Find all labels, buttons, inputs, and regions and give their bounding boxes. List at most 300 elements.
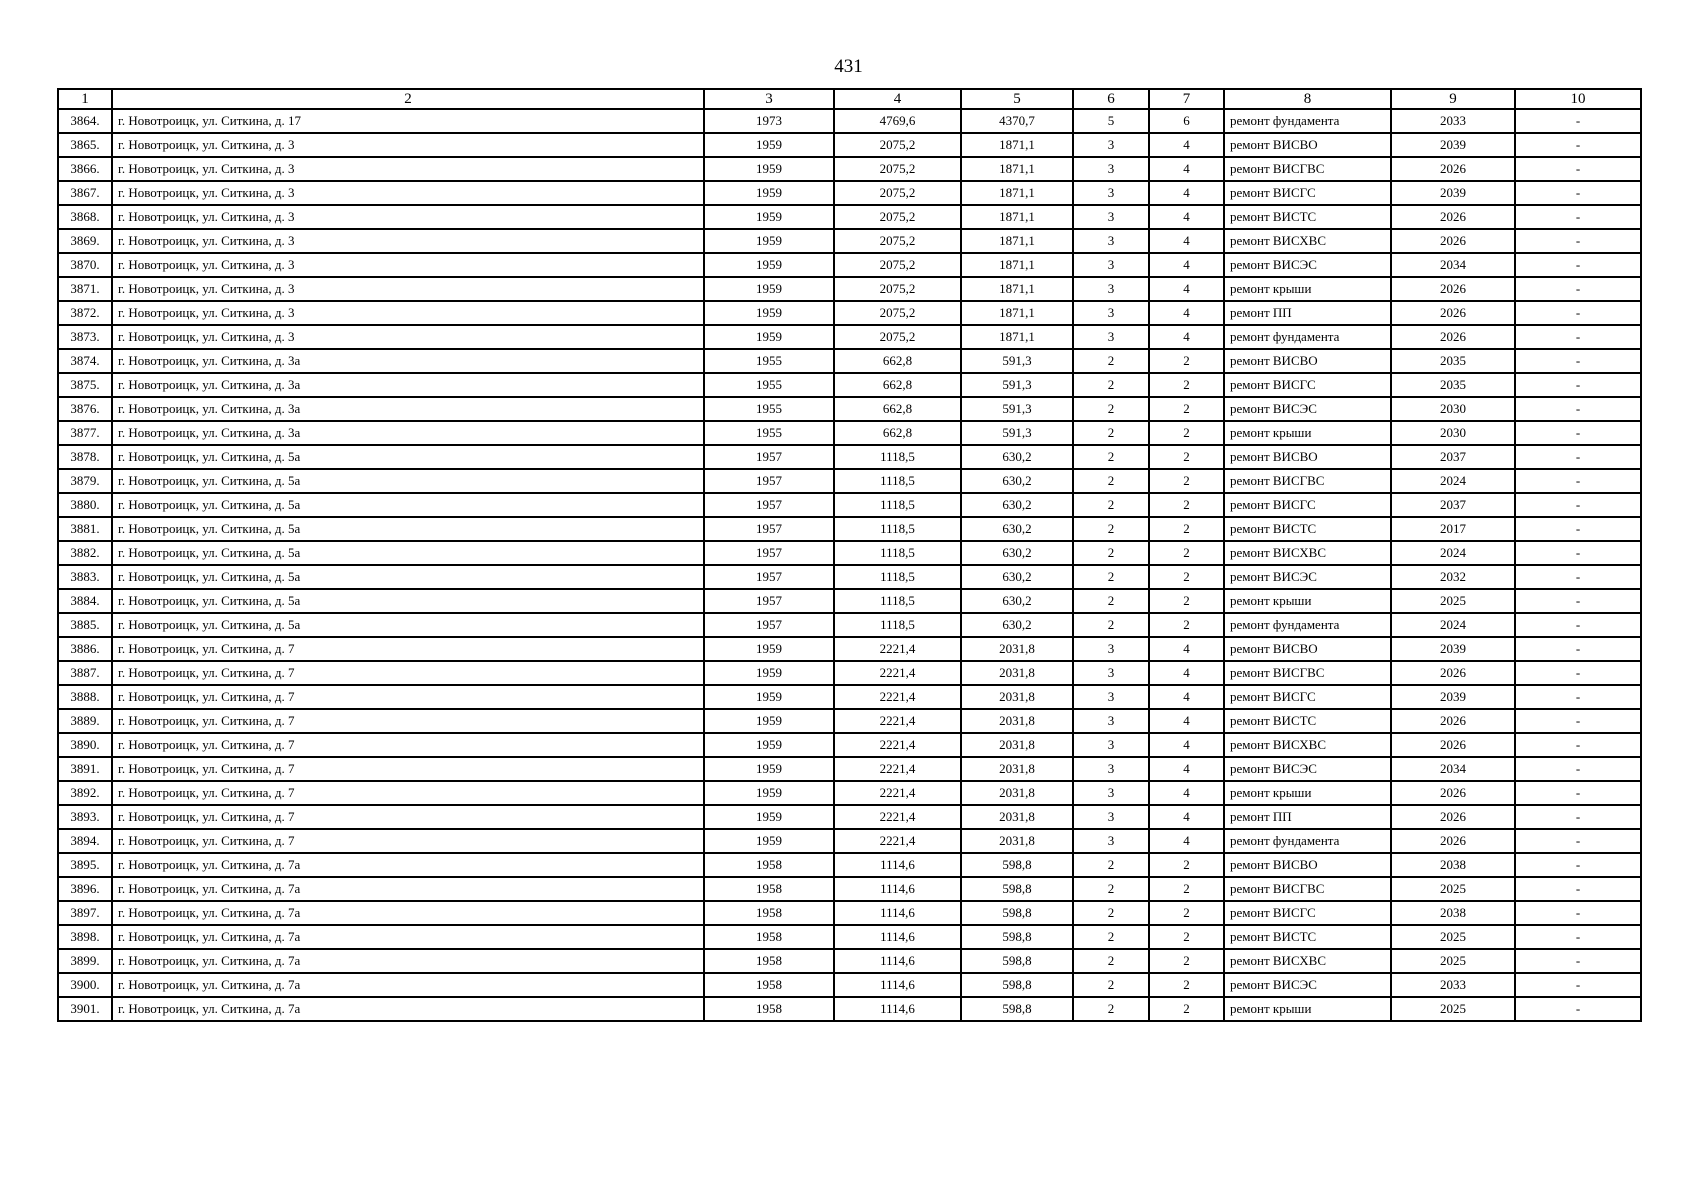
cell-entrances: 2 [1149,973,1224,997]
table-body [58,109,1641,1021]
table-row [58,997,1641,1021]
cell-living-area: 1871,1 [961,229,1073,253]
cell-work-type: ремонт ВИСТС [1224,205,1391,229]
cell-floors: 2 [1073,853,1149,877]
cell-row-number: 3891. [58,757,112,781]
cell-floors: 3 [1073,157,1149,181]
cell-year-built: 1959 [704,205,834,229]
cell-work-type: ремонт ВИСТС [1224,517,1391,541]
cell-planned-year: 2017 [1391,517,1515,541]
column-header-10: 10 [1515,89,1641,109]
cell-work-type: ремонт ВИСВО [1224,637,1391,661]
table-row [58,709,1641,733]
table-row [58,469,1641,493]
cell-address: г. Новотроицк, ул. Ситкина, д. 3а [112,373,704,397]
cell-planned-year: 2026 [1391,733,1515,757]
cell-living-area: 1871,1 [961,133,1073,157]
cell-floors: 2 [1073,421,1149,445]
cell-entrances: 2 [1149,613,1224,637]
table-row [58,973,1641,997]
cell-note: - [1515,877,1641,901]
cell-address: г. Новотроицк, ул. Ситкина, д. 3 [112,301,704,325]
cell-year-built: 1959 [704,637,834,661]
cell-living-area: 2031,8 [961,829,1073,853]
header-row [58,89,1641,109]
column-header-1: 1 [58,89,112,109]
cell-note: - [1515,685,1641,709]
cell-row-number: 3886. [58,637,112,661]
cell-entrances: 4 [1149,301,1224,325]
cell-entrances: 2 [1149,493,1224,517]
cell-year-built: 1958 [704,997,834,1021]
cell-note: - [1515,421,1641,445]
table-row [58,445,1641,469]
cell-living-area: 630,2 [961,613,1073,637]
cell-living-area: 591,3 [961,397,1073,421]
cell-year-built: 1957 [704,565,834,589]
cell-total-area: 2075,2 [834,229,961,253]
cell-entrances: 4 [1149,661,1224,685]
cell-work-type: ремонт ВИСТС [1224,709,1391,733]
cell-work-type: ремонт ВИСГС [1224,373,1391,397]
cell-entrances: 2 [1149,901,1224,925]
cell-row-number: 3870. [58,253,112,277]
cell-year-built: 1959 [704,181,834,205]
cell-total-area: 662,8 [834,373,961,397]
cell-work-type: ремонт ВИСВО [1224,853,1391,877]
cell-note: - [1515,133,1641,157]
cell-planned-year: 2039 [1391,685,1515,709]
cell-living-area: 1871,1 [961,325,1073,349]
cell-row-number: 3889. [58,709,112,733]
cell-address: г. Новотроицк, ул. Ситкина, д. 3а [112,421,704,445]
cell-address: г. Новотроицк, ул. Ситкина, д. 5а [112,493,704,517]
cell-living-area: 598,8 [961,853,1073,877]
table-row [58,517,1641,541]
cell-row-number: 3893. [58,805,112,829]
cell-planned-year: 2037 [1391,493,1515,517]
cell-planned-year: 2024 [1391,469,1515,493]
cell-row-number: 3878. [58,445,112,469]
cell-total-area: 662,8 [834,397,961,421]
table-row [58,877,1641,901]
cell-living-area: 598,8 [961,997,1073,1021]
cell-living-area: 591,3 [961,349,1073,373]
cell-address: г. Новотроицк, ул. Ситкина, д. 3 [112,325,704,349]
cell-work-type: ремонт ВИСВО [1224,133,1391,157]
cell-year-built: 1959 [704,733,834,757]
cell-work-type: ремонт крыши [1224,997,1391,1021]
table-row [58,301,1641,325]
cell-floors: 2 [1073,997,1149,1021]
cell-entrances: 4 [1149,781,1224,805]
cell-floors: 3 [1073,757,1149,781]
cell-entrances: 2 [1149,397,1224,421]
table-row [58,925,1641,949]
cell-note: - [1515,181,1641,205]
table-row [58,181,1641,205]
cell-floors: 2 [1073,565,1149,589]
cell-planned-year: 2026 [1391,325,1515,349]
cell-floors: 2 [1073,493,1149,517]
cell-living-area: 598,8 [961,973,1073,997]
column-header-3: 3 [704,89,834,109]
cell-note: - [1515,901,1641,925]
cell-planned-year: 2032 [1391,565,1515,589]
table-row [58,373,1641,397]
cell-year-built: 1973 [704,109,834,133]
cell-work-type: ремонт ВИСГВС [1224,157,1391,181]
cell-year-built: 1957 [704,493,834,517]
cell-total-area: 2075,2 [834,253,961,277]
cell-entrances: 6 [1149,109,1224,133]
cell-address: г. Новотроицк, ул. Ситкина, д. 3 [112,253,704,277]
cell-note: - [1515,397,1641,421]
cell-note: - [1515,613,1641,637]
cell-entrances: 4 [1149,253,1224,277]
cell-work-type: ремонт крыши [1224,781,1391,805]
cell-floors: 3 [1073,133,1149,157]
cell-living-area: 598,8 [961,925,1073,949]
cell-floors: 2 [1073,397,1149,421]
cell-note: - [1515,541,1641,565]
cell-note: - [1515,973,1641,997]
cell-note: - [1515,853,1641,877]
cell-year-built: 1959 [704,157,834,181]
cell-living-area: 1871,1 [961,205,1073,229]
cell-work-type: ремонт фундамента [1224,613,1391,637]
cell-row-number: 3894. [58,829,112,853]
cell-floors: 3 [1073,637,1149,661]
cell-entrances: 4 [1149,709,1224,733]
cell-address: г. Новотроицк, ул. Ситкина, д. 5а [112,445,704,469]
cell-row-number: 3900. [58,973,112,997]
cell-total-area: 2075,2 [834,133,961,157]
cell-entrances: 2 [1149,421,1224,445]
cell-floors: 3 [1073,229,1149,253]
cell-year-built: 1959 [704,253,834,277]
cell-living-area: 2031,8 [961,685,1073,709]
cell-planned-year: 2039 [1391,181,1515,205]
cell-work-type: ремонт ВИСЭС [1224,253,1391,277]
cell-note: - [1515,829,1641,853]
cell-address: г. Новотроицк, ул. Ситкина, д. 7 [112,709,704,733]
cell-floors: 3 [1073,277,1149,301]
cell-work-type: ремонт ВИСГС [1224,685,1391,709]
cell-note: - [1515,205,1641,229]
cell-row-number: 3898. [58,925,112,949]
cell-floors: 2 [1073,901,1149,925]
cell-entrances: 2 [1149,373,1224,397]
cell-year-built: 1958 [704,925,834,949]
cell-address: г. Новотроицк, ул. Ситкина, д. 7а [112,949,704,973]
cell-note: - [1515,445,1641,469]
table-row [58,613,1641,637]
cell-floors: 2 [1073,517,1149,541]
cell-floors: 3 [1073,253,1149,277]
cell-year-built: 1958 [704,877,834,901]
cell-total-area: 1118,5 [834,565,961,589]
cell-year-built: 1959 [704,229,834,253]
cell-row-number: 3866. [58,157,112,181]
cell-living-area: 630,2 [961,493,1073,517]
cell-note: - [1515,805,1641,829]
cell-row-number: 3899. [58,949,112,973]
cell-floors: 2 [1073,349,1149,373]
cell-note: - [1515,565,1641,589]
cell-note: - [1515,301,1641,325]
cell-address: г. Новотроицк, ул. Ситкина, д. 3 [112,157,704,181]
cell-work-type: ремонт ПП [1224,301,1391,325]
cell-year-built: 1959 [704,325,834,349]
table-row [58,229,1641,253]
cell-note: - [1515,637,1641,661]
cell-year-built: 1959 [704,685,834,709]
cell-row-number: 3871. [58,277,112,301]
cell-total-area: 2221,4 [834,733,961,757]
cell-work-type: ремонт ВИСЭС [1224,973,1391,997]
cell-note: - [1515,949,1641,973]
cell-row-number: 3867. [58,181,112,205]
cell-total-area: 2075,2 [834,301,961,325]
cell-work-type: ремонт ВИСГВС [1224,661,1391,685]
cell-address: г. Новотроицк, ул. Ситкина, д. 7а [112,997,704,1021]
cell-planned-year: 2035 [1391,373,1515,397]
cell-total-area: 1118,5 [834,517,961,541]
cell-work-type: ремонт ВИСЭС [1224,397,1391,421]
cell-planned-year: 2026 [1391,661,1515,685]
cell-address: г. Новотроицк, ул. Ситкина, д. 3 [112,277,704,301]
cell-note: - [1515,517,1641,541]
cell-living-area: 4370,7 [961,109,1073,133]
cell-address: г. Новотроицк, ул. Ситкина, д. 5а [112,469,704,493]
table-row [58,397,1641,421]
column-header-2: 2 [112,89,704,109]
cell-year-built: 1957 [704,517,834,541]
cell-entrances: 4 [1149,205,1224,229]
cell-planned-year: 2026 [1391,781,1515,805]
cell-total-area: 2221,4 [834,661,961,685]
cell-note: - [1515,373,1641,397]
cell-planned-year: 2037 [1391,445,1515,469]
cell-address: г. Новотроицк, ул. Ситкина, д. 5а [112,541,704,565]
cell-row-number: 3873. [58,325,112,349]
cell-row-number: 3879. [58,469,112,493]
cell-note: - [1515,253,1641,277]
cell-living-area: 630,2 [961,517,1073,541]
table-row [58,733,1641,757]
cell-entrances: 4 [1149,229,1224,253]
cell-work-type: ремонт крыши [1224,589,1391,613]
table-row [58,805,1641,829]
cell-work-type: ремонт ВИСХВС [1224,229,1391,253]
cell-work-type: ремонт ВИСГС [1224,901,1391,925]
cell-work-type: ремонт ВИСГС [1224,181,1391,205]
table-row [58,565,1641,589]
cell-work-type: ремонт фундамента [1224,829,1391,853]
cell-address: г. Новотроицк, ул. Ситкина, д. 7а [112,853,704,877]
cell-work-type: ремонт ВИСЭС [1224,757,1391,781]
cell-living-area: 2031,8 [961,661,1073,685]
cell-planned-year: 2025 [1391,877,1515,901]
cell-total-area: 1114,6 [834,853,961,877]
cell-entrances: 2 [1149,541,1224,565]
cell-year-built: 1959 [704,133,834,157]
cell-planned-year: 2035 [1391,349,1515,373]
cell-planned-year: 2038 [1391,901,1515,925]
cell-entrances: 4 [1149,757,1224,781]
cell-planned-year: 2038 [1391,853,1515,877]
cell-total-area: 2075,2 [834,181,961,205]
cell-floors: 3 [1073,805,1149,829]
cell-total-area: 1118,5 [834,589,961,613]
cell-row-number: 3869. [58,229,112,253]
cell-living-area: 591,3 [961,421,1073,445]
cell-entrances: 4 [1149,133,1224,157]
cell-year-built: 1958 [704,853,834,877]
cell-note: - [1515,997,1641,1021]
cell-work-type: ремонт ВИСЭС [1224,565,1391,589]
cell-floors: 3 [1073,781,1149,805]
cell-planned-year: 2026 [1391,205,1515,229]
cell-floors: 3 [1073,205,1149,229]
cell-total-area: 2221,4 [834,637,961,661]
cell-total-area: 1118,5 [834,613,961,637]
cell-living-area: 1871,1 [961,277,1073,301]
cell-note: - [1515,469,1641,493]
cell-year-built: 1959 [704,805,834,829]
cell-row-number: 3876. [58,397,112,421]
table-row [58,421,1641,445]
cell-floors: 5 [1073,109,1149,133]
cell-floors: 3 [1073,685,1149,709]
cell-planned-year: 2039 [1391,133,1515,157]
cell-floors: 2 [1073,445,1149,469]
cell-living-area: 1871,1 [961,301,1073,325]
cell-floors: 2 [1073,373,1149,397]
cell-row-number: 3890. [58,733,112,757]
table-row [58,205,1641,229]
cell-row-number: 3875. [58,373,112,397]
cell-address: г. Новотроицк, ул. Ситкина, д. 3 [112,205,704,229]
cell-row-number: 3887. [58,661,112,685]
cell-year-built: 1955 [704,373,834,397]
cell-note: - [1515,325,1641,349]
cell-note: - [1515,781,1641,805]
table-row [58,853,1641,877]
cell-total-area: 2075,2 [834,205,961,229]
cell-work-type: ремонт ПП [1224,805,1391,829]
table-row [58,589,1641,613]
cell-work-type: ремонт ВИСХВС [1224,541,1391,565]
cell-total-area: 1114,6 [834,949,961,973]
cell-total-area: 1118,5 [834,493,961,517]
cell-row-number: 3892. [58,781,112,805]
cell-row-number: 3884. [58,589,112,613]
cell-entrances: 4 [1149,829,1224,853]
cell-year-built: 1955 [704,421,834,445]
cell-address: г. Новотроицк, ул. Ситкина, д. 7 [112,829,704,853]
cell-note: - [1515,493,1641,517]
cell-address: г. Новотроицк, ул. Ситкина, д. 3 [112,133,704,157]
table-row [58,829,1641,853]
cell-address: г. Новотроицк, ул. Ситкина, д. 7 [112,733,704,757]
cell-total-area: 2075,2 [834,277,961,301]
table-row [58,349,1641,373]
cell-year-built: 1959 [704,709,834,733]
cell-year-built: 1957 [704,445,834,469]
cell-floors: 3 [1073,733,1149,757]
cell-address: г. Новотроицк, ул. Ситкина, д. 7 [112,781,704,805]
cell-living-area: 2031,8 [961,733,1073,757]
cell-entrances: 4 [1149,805,1224,829]
cell-work-type: ремонт ВИСГС [1224,493,1391,517]
cell-living-area: 630,2 [961,541,1073,565]
cell-floors: 2 [1073,469,1149,493]
cell-floors: 3 [1073,709,1149,733]
cell-address: г. Новотроицк, ул. Ситкина, д. 7а [112,877,704,901]
cell-entrances: 4 [1149,685,1224,709]
cell-address: г. Новотроицк, ул. Ситкина, д. 7 [112,757,704,781]
cell-year-built: 1958 [704,901,834,925]
cell-total-area: 1114,6 [834,877,961,901]
cell-total-area: 2075,2 [834,157,961,181]
cell-row-number: 3883. [58,565,112,589]
cell-total-area: 2221,4 [834,805,961,829]
table-row [58,109,1641,133]
cell-year-built: 1957 [704,589,834,613]
cell-year-built: 1959 [704,277,834,301]
cell-planned-year: 2026 [1391,301,1515,325]
cell-total-area: 1114,6 [834,973,961,997]
cell-year-built: 1958 [704,949,834,973]
cell-address: г. Новотроицк, ул. Ситкина, д. 5а [112,613,704,637]
cell-year-built: 1957 [704,469,834,493]
cell-floors: 2 [1073,925,1149,949]
cell-note: - [1515,661,1641,685]
table-row [58,685,1641,709]
cell-year-built: 1957 [704,541,834,565]
cell-note: - [1515,589,1641,613]
cell-entrances: 2 [1149,853,1224,877]
cell-living-area: 1871,1 [961,253,1073,277]
cell-total-area: 2075,2 [834,325,961,349]
cell-note: - [1515,925,1641,949]
cell-total-area: 2221,4 [834,709,961,733]
cell-entrances: 2 [1149,949,1224,973]
table-row [58,133,1641,157]
cell-address: г. Новотроицк, ул. Ситкина, д. 5а [112,589,704,613]
cell-planned-year: 2026 [1391,709,1515,733]
column-header-6: 6 [1073,89,1149,109]
column-header-8: 8 [1224,89,1391,109]
cell-year-built: 1955 [704,349,834,373]
cell-floors: 2 [1073,949,1149,973]
cell-entrances: 4 [1149,157,1224,181]
cell-note: - [1515,157,1641,181]
cell-living-area: 1871,1 [961,157,1073,181]
cell-year-built: 1958 [704,973,834,997]
cell-note: - [1515,733,1641,757]
cell-work-type: ремонт ВИСГВС [1224,877,1391,901]
cell-work-type: ремонт ВИСТС [1224,925,1391,949]
cell-living-area: 2031,8 [961,757,1073,781]
cell-planned-year: 2039 [1391,637,1515,661]
cell-living-area: 630,2 [961,565,1073,589]
cell-note: - [1515,109,1641,133]
table-row [58,901,1641,925]
cell-row-number: 3888. [58,685,112,709]
